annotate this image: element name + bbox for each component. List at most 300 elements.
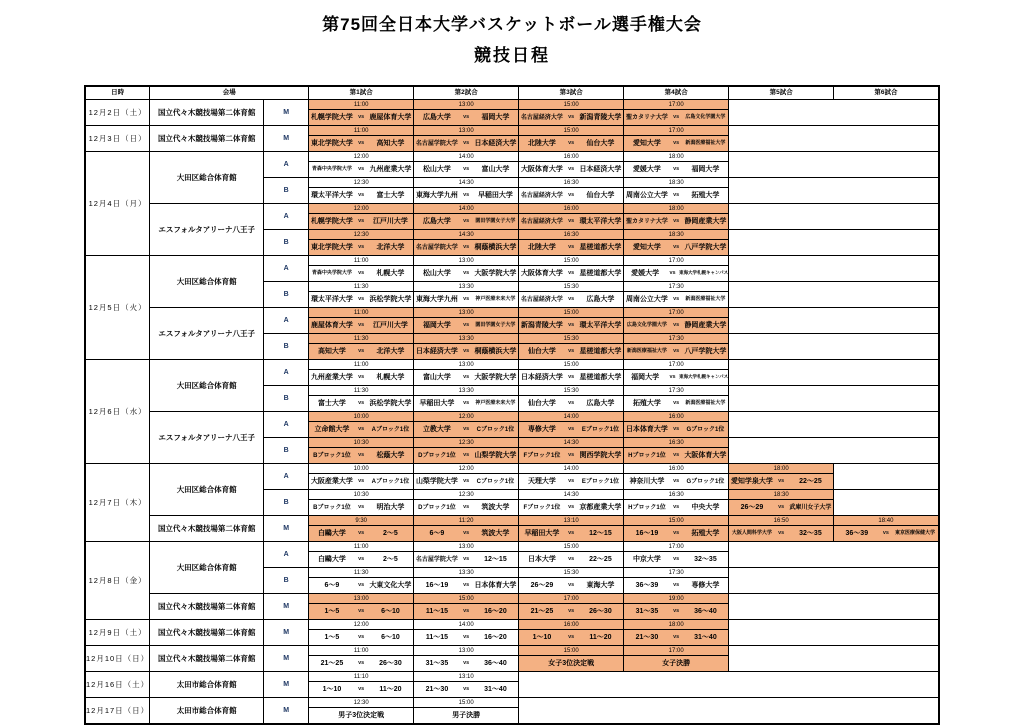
match-pairing — [414, 140, 518, 147]
match-pairing — [414, 504, 518, 511]
game-time: 13:00 — [414, 126, 519, 136]
game-time: 11:00 — [309, 646, 414, 656]
match-pairing — [519, 322, 623, 329]
vs-label: vs — [358, 685, 365, 692]
game-match — [624, 526, 729, 542]
game-time: 13:10 — [519, 516, 624, 526]
game-match — [729, 526, 834, 542]
game-time: 18:40 — [834, 516, 939, 526]
team-name: 愛知学泉大学 — [730, 478, 773, 485]
team-name: 名古屋経済大学 — [520, 192, 563, 199]
game-match — [309, 110, 414, 126]
vs-label: vs — [358, 503, 365, 510]
empty-space — [729, 334, 939, 360]
game-time: 14:00 — [519, 412, 624, 422]
team-name: 21～30 — [425, 686, 449, 693]
game-match — [519, 552, 624, 568]
team-name: 日本経済大学 — [520, 374, 563, 381]
match-pairing — [414, 348, 518, 355]
venue-cell: 大田区総合体育館 — [150, 464, 264, 516]
team-name: 立命館大学 — [314, 426, 350, 433]
empty-space — [729, 256, 939, 282]
game-match — [414, 396, 519, 412]
vs-label: vs — [358, 269, 365, 276]
vs-label: vs — [358, 555, 365, 562]
vs-label: vs — [568, 581, 575, 588]
game-match — [414, 474, 519, 490]
empty-space — [729, 568, 939, 594]
game-time: 13:00 — [414, 100, 519, 110]
match-pairing — [729, 504, 833, 511]
game-time: 11:30 — [309, 568, 414, 578]
game-match — [414, 448, 519, 464]
match-pairing — [414, 686, 518, 693]
vs-label: vs — [673, 139, 680, 146]
game-match — [309, 630, 414, 646]
team-name: 星槎道都大学 — [579, 374, 622, 381]
game-time: 11:30 — [309, 386, 414, 396]
team-name: 江戸川大学 — [372, 322, 408, 329]
court-label: M — [264, 620, 309, 646]
game-label: 男子3位決定戦 — [338, 712, 385, 719]
team-name: 26～30 — [379, 660, 402, 667]
time-row — [85, 256, 939, 266]
game-match — [414, 578, 519, 594]
vs-label: vs — [568, 555, 575, 562]
vs-label: vs — [568, 503, 575, 510]
match-pairing — [519, 348, 623, 355]
team-name: 拓殖大学 — [691, 192, 720, 199]
team-name: Fブロック1位 — [523, 452, 561, 459]
team-name: 新潟医療福祉大学 — [685, 296, 726, 302]
vs-label: vs — [463, 373, 470, 380]
team-name: 富士大学 — [317, 400, 346, 407]
time-row — [85, 594, 939, 604]
header-game-3: 第3試合 — [519, 86, 624, 100]
time-row — [85, 516, 939, 526]
time-row — [85, 672, 939, 682]
game-time: 11:20 — [414, 516, 519, 526]
team-name: 36～39 — [635, 582, 659, 589]
vs-label: vs — [568, 425, 575, 432]
venue-cell: エスフォルタアリーナ八王子 — [150, 308, 264, 360]
empty-space — [729, 204, 939, 230]
game-match — [309, 162, 414, 178]
header-game-4: 第4試合 — [624, 86, 729, 100]
team-name: 東海大学札幌キャンパス — [679, 374, 729, 380]
match-pairing — [624, 374, 728, 381]
team-name: 桐蔭横浜大学 — [474, 348, 517, 355]
game-time: 16:00 — [519, 152, 624, 162]
table-body — [85, 100, 939, 725]
match-pairing — [624, 608, 728, 615]
team-name: 東北学院大学 — [310, 140, 353, 147]
match-pairing — [309, 114, 413, 121]
team-name: 白鷗大学 — [317, 530, 346, 537]
match-pairing — [309, 608, 413, 615]
vs-label: vs — [673, 529, 680, 536]
vs-label: vs — [358, 243, 365, 250]
match-pairing — [729, 530, 833, 537]
date-cell: 12月4日（月） — [85, 152, 150, 256]
vs-label: vs — [673, 165, 680, 172]
game-time: 10:30 — [309, 438, 414, 448]
court-label: A — [264, 542, 309, 568]
team-name: 31～35 — [425, 660, 449, 667]
game-match — [519, 162, 624, 178]
team-name: 26～29 — [530, 582, 554, 589]
game-time: 17:00 — [624, 308, 729, 318]
game-match — [414, 162, 519, 178]
game-match — [624, 318, 729, 334]
empty-space — [729, 100, 939, 126]
team-name: 名古屋学院大学 — [415, 244, 458, 251]
game-match — [309, 292, 414, 308]
game-time: 11:00 — [309, 256, 414, 266]
vs-label: vs — [358, 321, 365, 328]
time-row — [85, 542, 939, 552]
team-name: 大阪体育大学 — [684, 452, 727, 459]
game-time: 17:00 — [519, 594, 624, 604]
game-match — [309, 370, 414, 386]
game-match — [519, 318, 624, 334]
game-match — [414, 526, 519, 542]
team-name: Gブロック1位 — [686, 478, 725, 485]
header-game-1: 第1試合 — [309, 86, 414, 100]
game-match — [414, 188, 519, 204]
vs-label: vs — [673, 607, 680, 614]
team-name: 高知大学 — [376, 140, 405, 147]
game-match — [624, 396, 729, 412]
game-time: 12:00 — [414, 412, 519, 422]
game-match — [519, 396, 624, 412]
match-pairing — [729, 478, 833, 485]
team-name: 筑波大学 — [481, 504, 510, 511]
team-name: 九州産業大学 — [369, 166, 412, 173]
game-match — [309, 552, 414, 568]
game-time: 13:00 — [414, 542, 519, 552]
team-name: 日本経済大学 — [579, 166, 622, 173]
match-pairing — [519, 478, 623, 485]
team-name: 名古屋経済大学 — [520, 218, 563, 225]
court-label: B — [264, 438, 309, 464]
game-time: 14:30 — [414, 230, 519, 240]
team-name: 富士大学 — [376, 192, 405, 199]
game-time: 11:00 — [309, 308, 414, 318]
team-name: 武庫川女子大学 — [789, 504, 832, 511]
team-name: 2～5 — [383, 556, 398, 563]
game-match — [414, 318, 519, 334]
schedule-table — [84, 85, 940, 725]
vs-label: vs — [673, 633, 680, 640]
court-label: M — [264, 100, 309, 126]
vs-label: vs — [568, 477, 575, 484]
match-pairing — [414, 452, 518, 459]
game-time: 13:00 — [414, 646, 519, 656]
game-match — [414, 292, 519, 308]
vs-label: vs — [669, 269, 676, 276]
game-match — [729, 474, 834, 490]
team-name: 浜松学院大学 — [369, 400, 412, 407]
game-match — [309, 396, 414, 412]
game-match — [624, 552, 729, 568]
match-pairing — [519, 452, 623, 459]
game-match — [624, 214, 729, 230]
date-cell: 12月2日（土） — [85, 100, 150, 126]
vs-label: vs — [463, 269, 470, 276]
team-name: 環太平洋大学 — [310, 192, 353, 199]
court-label: A — [264, 256, 309, 282]
vs-label: vs — [669, 373, 676, 380]
vs-label: vs — [463, 555, 470, 562]
game-time: 13:30 — [414, 568, 519, 578]
game-time: 17:00 — [624, 360, 729, 370]
team-name: 6～9 — [429, 530, 445, 537]
date-cell: 12月10日（日） — [85, 646, 150, 672]
empty-space — [729, 438, 939, 464]
date-cell: 12月5日（火） — [85, 256, 150, 360]
empty-space — [729, 282, 939, 308]
match-pairing — [309, 166, 413, 173]
game-time: 13:10 — [414, 672, 519, 682]
vs-label: vs — [358, 295, 365, 302]
team-name: 16～20 — [484, 634, 507, 641]
team-name: 6～9 — [324, 582, 340, 589]
time-row — [85, 204, 939, 214]
team-name: 福岡大学 — [481, 114, 510, 121]
vs-label: vs — [568, 373, 575, 380]
vs-label: vs — [463, 139, 470, 146]
vs-label: vs — [673, 451, 680, 458]
game-time: 15:00 — [414, 594, 519, 604]
empty-space — [729, 308, 939, 334]
time-row — [85, 126, 939, 136]
game-match — [624, 188, 729, 204]
vs-label: vs — [463, 581, 470, 588]
game-match — [309, 422, 414, 438]
team-name: 高知大学 — [317, 348, 346, 355]
court-label: A — [264, 412, 309, 438]
game-label: 女子3位決定戦 — [548, 660, 595, 667]
vs-label: vs — [673, 217, 680, 224]
match-pairing — [309, 192, 413, 199]
vs-label: vs — [358, 607, 365, 614]
vs-label: vs — [358, 347, 365, 354]
match-pairing — [519, 634, 623, 641]
game-time: 17:00 — [624, 646, 729, 656]
court-label: B — [264, 490, 309, 516]
game-time: 15:30 — [519, 334, 624, 344]
team-name: 福岡大学 — [422, 322, 451, 329]
game-match — [519, 110, 624, 126]
game-time: 11:30 — [309, 282, 414, 292]
match-pairing — [624, 192, 728, 199]
team-name: 36～39 — [845, 530, 869, 537]
empty-space — [729, 152, 939, 178]
vs-label: vs — [568, 529, 575, 536]
court-label: A — [264, 152, 309, 178]
game-match — [414, 240, 519, 256]
match-pairing — [414, 374, 518, 381]
vs-label: vs — [358, 425, 365, 432]
team-name: 園田学園女子大学 — [475, 218, 516, 224]
team-name: 青森中央学院大学 — [311, 270, 352, 276]
match-pairing — [414, 166, 518, 173]
team-name: 31～35 — [635, 608, 659, 615]
vs-label: vs — [673, 425, 680, 432]
team-name: 専修大学 — [691, 582, 720, 589]
match-pairing — [414, 426, 518, 433]
time-row — [85, 698, 939, 708]
game-time: 16:00 — [624, 464, 729, 474]
venue-cell: 国立代々木競技場第二体育館 — [150, 594, 264, 620]
empty-space — [729, 386, 939, 412]
game-match — [309, 604, 414, 620]
vs-label: vs — [358, 581, 365, 588]
vs-label: vs — [463, 295, 470, 302]
team-name: 日本経済大学 — [474, 140, 517, 147]
team-name: 東京医療保健大学 — [895, 530, 936, 536]
vs-label: vs — [463, 113, 470, 120]
game-time: 13:00 — [309, 594, 414, 604]
match-pairing — [414, 400, 518, 407]
game-time: 10:00 — [309, 412, 414, 422]
vs-label: vs — [463, 165, 470, 172]
vs-label: vs — [673, 399, 680, 406]
court-label: A — [264, 308, 309, 334]
match-pairing — [414, 244, 518, 251]
team-name: 環太平洋大学 — [310, 296, 353, 303]
match-pairing — [309, 218, 413, 225]
game-time: 11:30 — [309, 334, 414, 344]
team-name: 札幌大学 — [376, 270, 405, 277]
team-name: 大阪体育大学 — [520, 270, 563, 277]
venue-cell: エスフォルタアリーナ八王子 — [150, 412, 264, 464]
team-name: 環太平洋大学 — [579, 322, 622, 329]
team-name: 16～19 — [635, 530, 659, 537]
game-match — [519, 344, 624, 360]
team-name: 新潟医療福祉大学 — [685, 400, 726, 406]
team-name: 11～20 — [589, 634, 612, 641]
team-name: 白鷗大学 — [317, 556, 346, 563]
vs-label: vs — [463, 217, 470, 224]
game-time: 15:00 — [519, 100, 624, 110]
match-pairing — [519, 556, 623, 563]
team-name: 北洋大学 — [376, 244, 405, 251]
header-row — [85, 86, 939, 100]
game-time: 17:30 — [624, 282, 729, 292]
vs-label: vs — [673, 295, 680, 302]
game-match — [624, 370, 729, 386]
time-row — [85, 100, 939, 110]
game-match — [519, 240, 624, 256]
vs-label: vs — [568, 347, 575, 354]
court-label: B — [264, 568, 309, 594]
date-cell: 12月16日（土） — [85, 672, 150, 698]
vs-label: vs — [568, 139, 575, 146]
match-pairing — [309, 556, 413, 563]
vs-label: vs — [778, 477, 785, 484]
game-match — [309, 214, 414, 230]
time-row — [85, 620, 939, 630]
team-name: 山梨学院大学 — [474, 452, 517, 459]
game-time: 16:00 — [519, 204, 624, 214]
team-name: Dブロック1位 — [418, 504, 456, 511]
match-pairing — [414, 608, 518, 615]
team-name: 早稲田大学 — [477, 192, 513, 199]
court-label: B — [264, 282, 309, 308]
team-name: 九州産業大学 — [310, 374, 353, 381]
team-name: 松山大学 — [422, 166, 451, 173]
vs-label: vs — [463, 347, 470, 354]
header-game-5: 第5試合 — [729, 86, 834, 100]
game-time: 17:30 — [624, 568, 729, 578]
game-match — [309, 474, 414, 490]
game-match — [309, 500, 414, 516]
empty-space — [729, 620, 939, 646]
match-pairing — [309, 504, 413, 511]
team-name: 札幌学院大学 — [310, 218, 353, 225]
match-pairing — [309, 530, 413, 537]
venue-cell: 大田区総合体育館 — [150, 360, 264, 412]
vs-label: vs — [463, 659, 470, 666]
team-name: 26～29 — [740, 504, 764, 511]
team-name: 大阪学院大学 — [474, 270, 517, 277]
game-time: 12:30 — [309, 178, 414, 188]
team-name: 名古屋経済大学 — [520, 114, 563, 121]
team-name: Hブロック1位 — [628, 452, 666, 459]
team-name: 八戸学院大学 — [684, 244, 727, 251]
game-match — [414, 344, 519, 360]
game-match — [414, 370, 519, 386]
game-match — [729, 500, 834, 516]
team-name: 16～19 — [425, 582, 449, 589]
venue-cell: 国立代々木競技場第二体育館 — [150, 620, 264, 646]
match-pairing — [519, 244, 623, 251]
game-time: 12:30 — [309, 230, 414, 240]
match-pairing — [309, 348, 413, 355]
team-name: Eブロック1位 — [581, 478, 620, 485]
team-name: 広島大学 — [422, 218, 451, 225]
game-time: 16:50 — [729, 516, 834, 526]
team-name: 神戸医療未来大学 — [475, 400, 516, 406]
game-match — [624, 162, 729, 178]
team-name: 富山大学 — [422, 374, 451, 381]
tournament-title: 第75回全日本大学バスケットボール選手権大会 — [322, 15, 702, 34]
game-match — [414, 214, 519, 230]
game-time: 13:00 — [414, 308, 519, 318]
game-time: 17:00 — [624, 100, 729, 110]
vs-label: vs — [568, 295, 575, 302]
vs-label: vs — [568, 191, 575, 198]
team-name: 愛知大学 — [632, 244, 661, 251]
team-name: 星槎道都大学 — [579, 270, 622, 277]
team-name: 日本大学 — [527, 556, 556, 563]
game-time: 11:10 — [309, 672, 414, 682]
team-name: 聖カタリナ大学 — [625, 218, 668, 225]
match-pairing — [519, 140, 623, 147]
game-time: 18:30 — [729, 490, 834, 500]
vs-label: vs — [358, 165, 365, 172]
schedule-subtitle: 競技日程 — [474, 46, 550, 65]
game-match — [309, 578, 414, 594]
team-name: 22～25 — [799, 478, 822, 485]
vs-label: vs — [463, 607, 470, 614]
team-name: 神奈川大学 — [629, 478, 665, 485]
game-time: 17:30 — [624, 334, 729, 344]
match-pairing — [624, 556, 728, 563]
time-row — [85, 646, 939, 656]
